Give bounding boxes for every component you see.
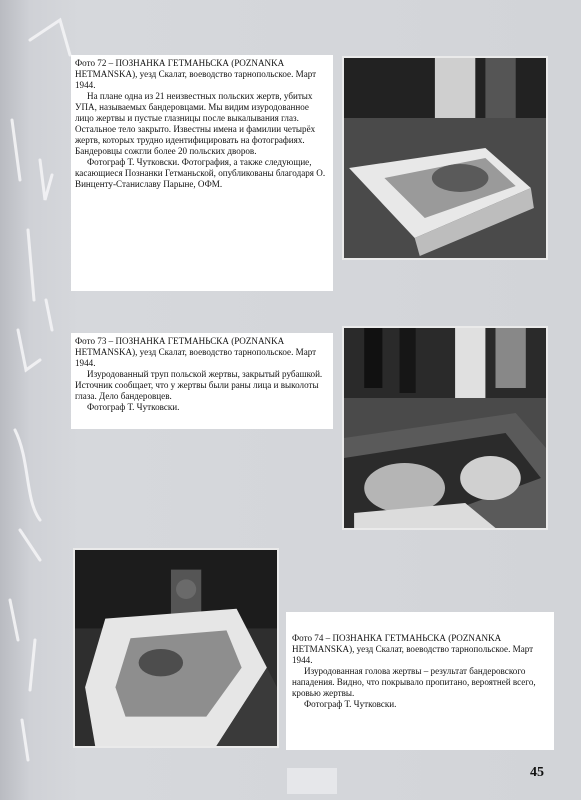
caption-credit: Фотограф Т. Чутковски. Фотография, а также следующие, касающиеся Познанки Гетманьской, опубликованы благодаря О. Винценту-Станиславу Парыне, ОФМ.: [75, 157, 326, 189]
blank-patch: [287, 768, 337, 794]
caption-body: На плане одна из 21 неизвестных польских жертв, убитых УПА, называемых бандеровцами. Мы видим изуродованное лицо жертвы и пустые глазницы после выкалывания глаз. Остальное тело закрыто. Известны имена и фамилии четырёх жертв, которых трудно идентифицировать на фотографиях. Бандеровцы сожгли более 20 польских дворов.: [75, 91, 316, 156]
caption-body: Изуродованный труп польской жертвы, закрытый рубашкой. Источник сообщает, что у жертвы были раны лица и выколоты глаза. Дело бандеровцев.: [75, 369, 323, 401]
caption-body: Изуродованная голова жертвы – результат бандеровского нападения. Видно, что покрывало пропитано, вероятней всего, кровью жертвы.: [292, 666, 536, 698]
caption-credit: Фотограф Т. Чутковски.: [87, 402, 180, 412]
page-number: 45: [530, 765, 544, 780]
photo-74: [73, 548, 279, 748]
caption-photo-72: [71, 55, 333, 291]
caption-title: Фото 74 – ПОЗНАНКА ГЕТМАНЬСКА (POZNANKA HETMANSKA), уезд Скалат, воеводство тарнопольское. Март 1944.: [292, 633, 534, 665]
caption-photo-74: [286, 612, 554, 750]
caption-title: Фото 73 – ПОЗНАНКА ГЕТМАНЬСКА (POZNANKA HETMANSKA), уезд Скалат, воеводство тарнопольское. Март 1944.: [75, 336, 317, 368]
photo-73: [342, 326, 548, 530]
caption-credit: Фотограф Т. Чутковски.: [304, 699, 397, 709]
caption-photo-73: [71, 333, 333, 429]
photo-72: [342, 56, 548, 260]
caption-title: Фото 72 – ПОЗНАНКА ГЕТМАНЬСКА (POZNANKA HETMANSKA), уезд Скалат, воеводство тарнопольское. Март 1944.: [75, 58, 317, 90]
